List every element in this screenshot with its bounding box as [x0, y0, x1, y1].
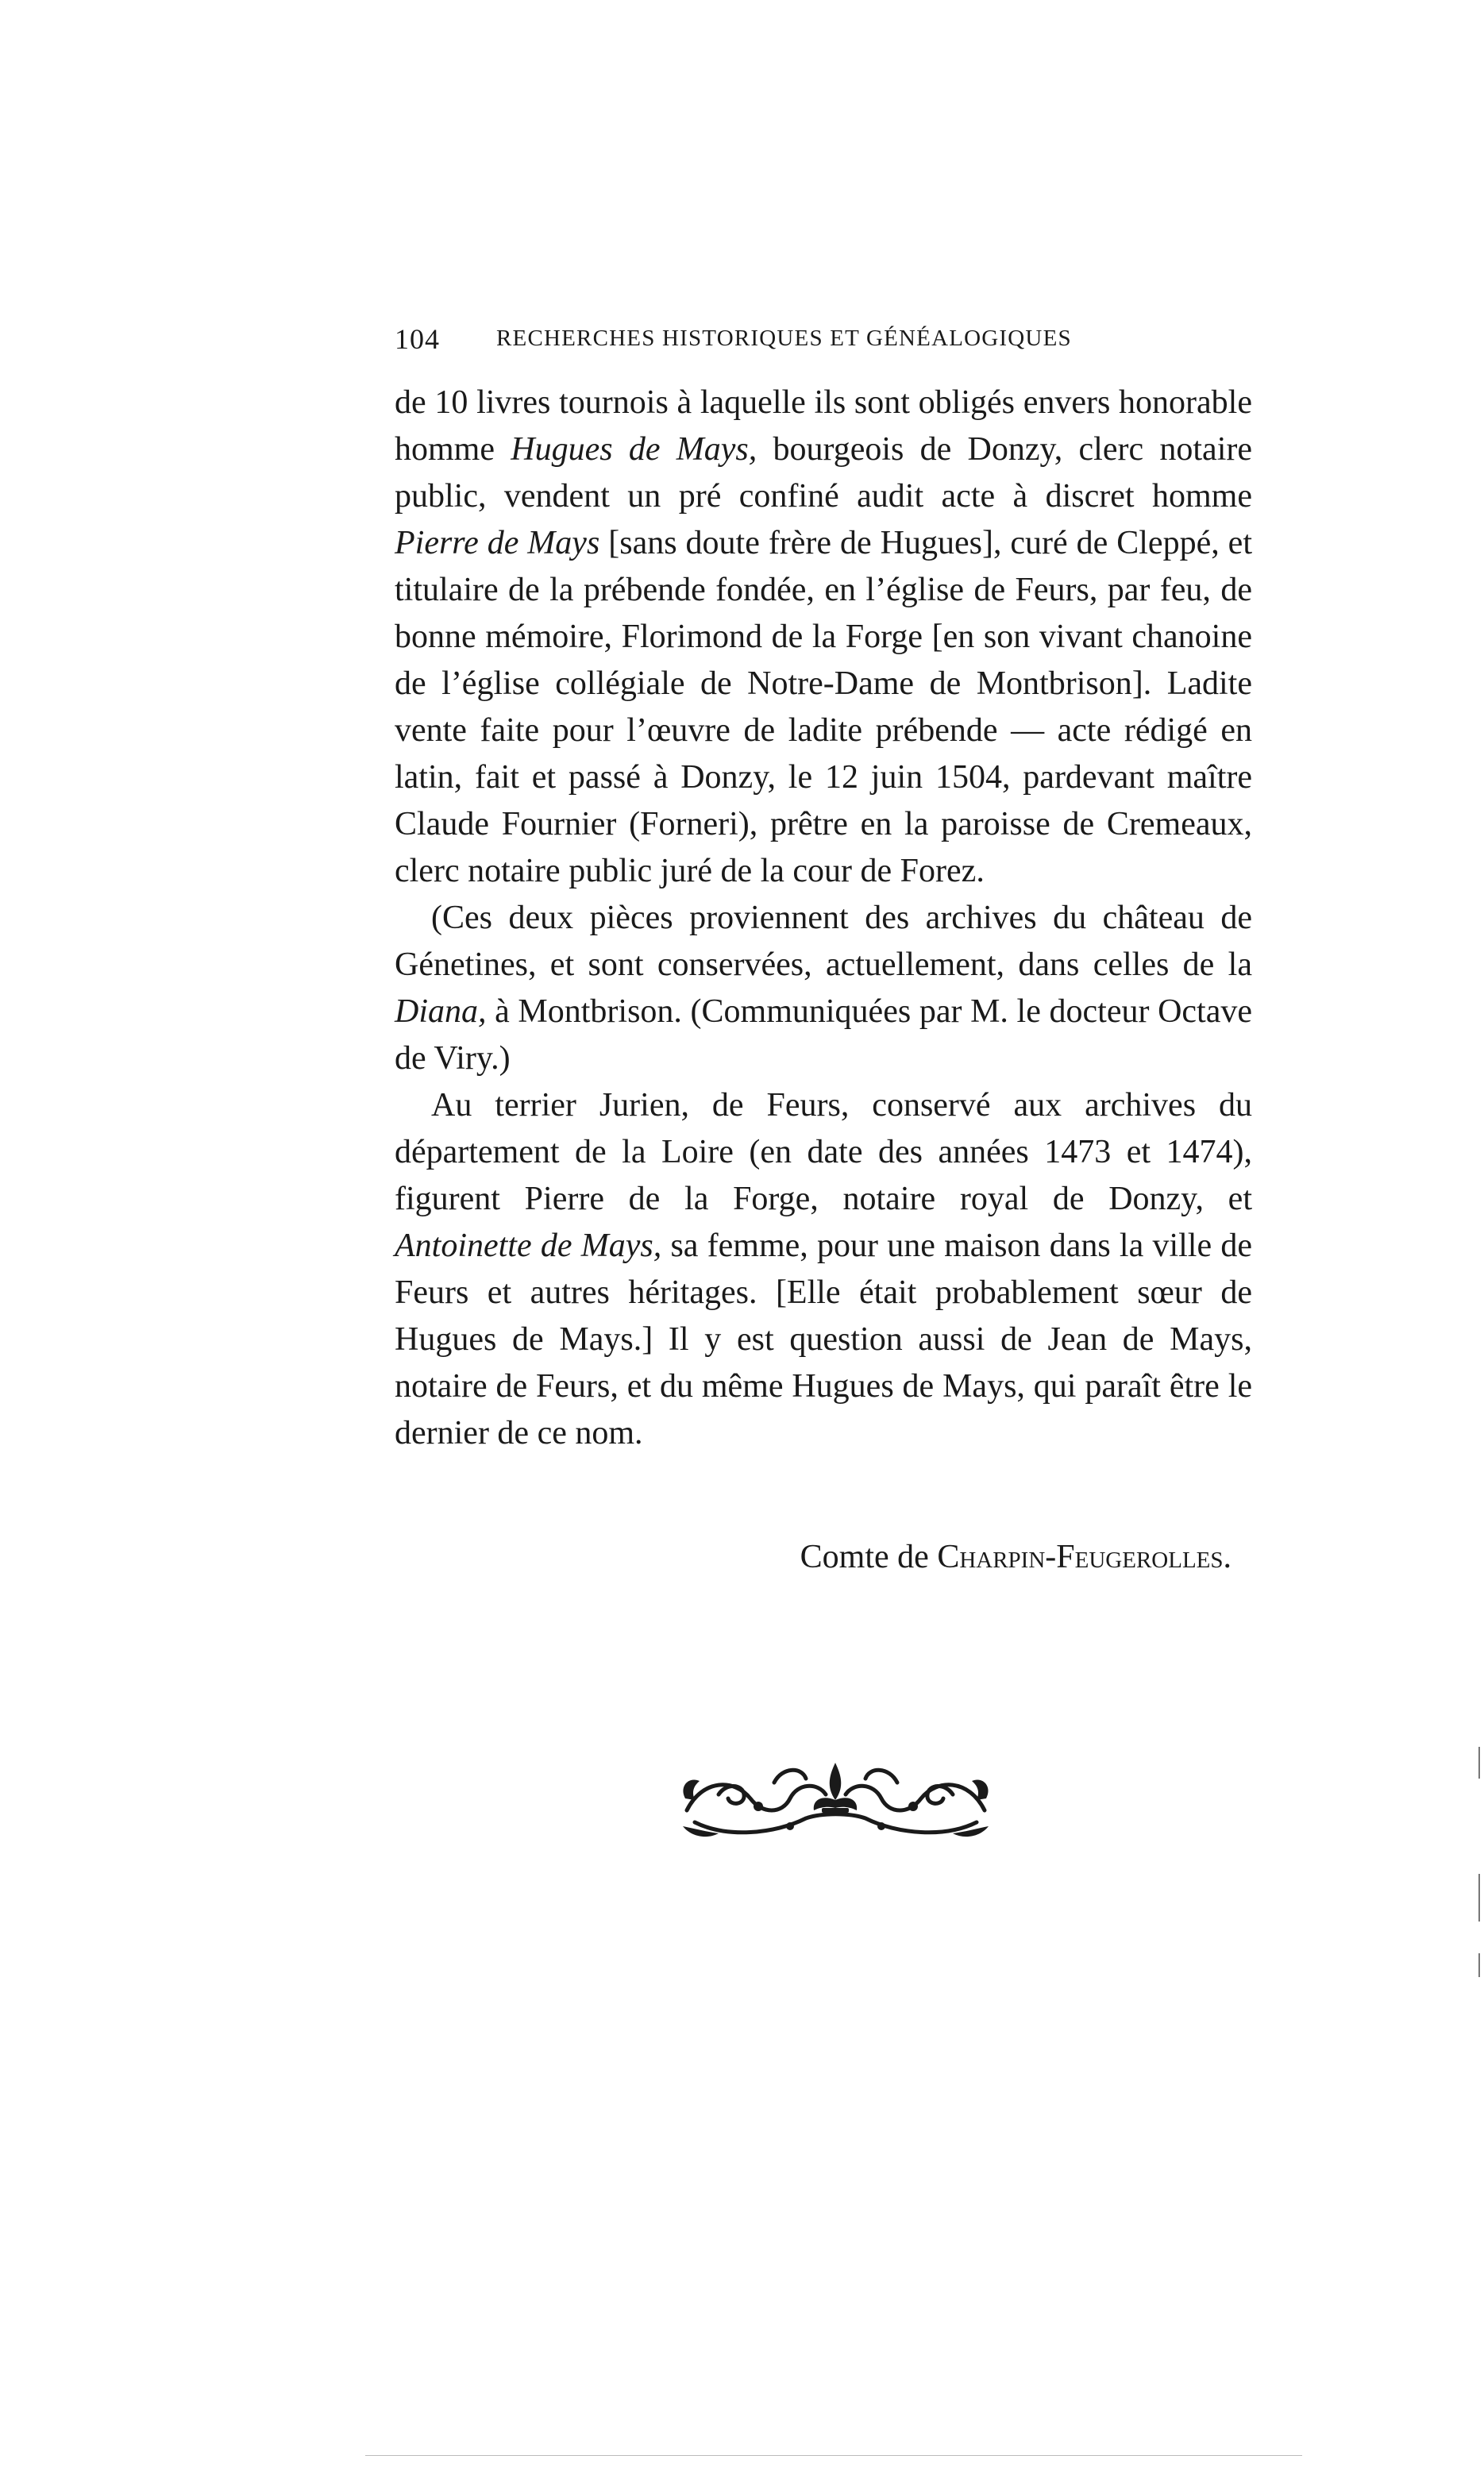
signature-prefix: Comte de	[800, 1539, 938, 1575]
running-head	[395, 319, 1252, 367]
page-number: 104	[395, 323, 440, 355]
signature	[395, 1534, 1232, 1581]
scan-edge-mark	[1478, 1874, 1480, 1922]
scan-edge-mark	[365, 2455, 1302, 2456]
paragraph-1-name-hugues: Hugues de Mays,	[511, 431, 757, 468]
paragraph-3-name-antoinette: Antoinette de Mays,	[395, 1228, 662, 1264]
paragraph-2	[395, 895, 1252, 1082]
body-text	[395, 380, 1252, 1457]
paragraph-3-text-2: sa femme, pour une maison dans la ville de Feurs et autres héritages. [Elle était probablement sœur de Hugues de Mays.] Il y est question aussi de Jean de Mays, notaire de Feurs, et du même Hugues de Mays, qui paraît être le dernier de ce nom.	[395, 1228, 1252, 1451]
paragraph-1-name-pierre: Pierre de Mays	[395, 525, 600, 561]
paragraph-1-text-1: de 10 livres tournois à laquelle ils sont obligés envers honorable homme	[395, 384, 1252, 468]
paragraph-1-text-3: [sans doute frère de Hugues], curé de Cleppé, et titulaire de la prébende fondée, en l’église de Feurs, par feu, de bonne mémoire, Florimond de la Forge [en son vivant chanoine de l’église collégiale de Notre-Dame de Montbrison]. Ladite vente faite pour l’œuvre de ladite prébende — acte rédigé en latin, fait et passé à Donzy, le 12 juin 1504, pardevant maître Claude Fournier (Forneri), prêtre en la paroisse de Cremeaux, clerc notaire public juré de la cour de Forez.	[395, 525, 1252, 889]
paragraph-2-name-diana: Diana,	[395, 993, 487, 1030]
scan-edge-mark	[1478, 1953, 1480, 1977]
paragraph-1	[395, 380, 1252, 895]
scan-edge-mark	[1478, 1747, 1480, 1779]
paragraph-3	[395, 1082, 1252, 1457]
running-title: RECHERCHES HISTORIQUES ET GÉNÉALOGIQUES	[496, 326, 1072, 351]
paragraph-2-text-2: à Montbrison. (Communiquées par M. le docteur Octave de Viry.)	[395, 993, 1252, 1077]
fleuron-tailpiece-icon	[671, 1751, 1000, 1846]
paragraph-2-text-1: (Ces deux pièces proviennent des archives du château de Génetines, et sont conservées, actuellement, dans celles de la	[395, 900, 1252, 983]
paragraph-1-text-2: bourgeois de Donzy, clerc notaire public, vendent un pré confiné audit acte à discret homme	[395, 431, 1252, 515]
signature-name: Charpin-Feugerolles.	[937, 1539, 1232, 1575]
paragraph-3-text-1: Au terrier Jurien, de Feurs, conservé aux archives du département de la Loire (en date des années 1473 et 1474), figurent Pierre de la Forge, notaire royal de Donzy, et	[395, 1087, 1252, 1217]
